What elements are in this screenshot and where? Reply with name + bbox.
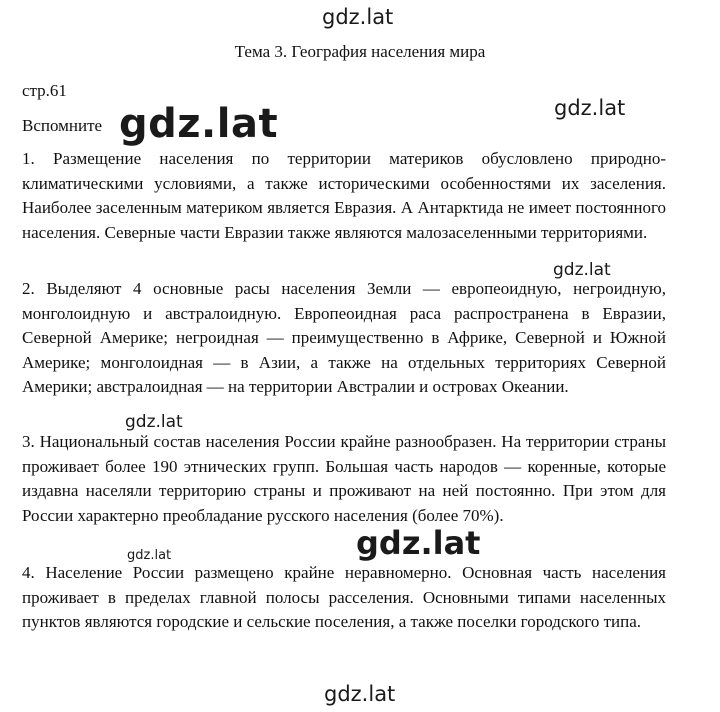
page-reference: стр.61 <box>22 81 67 100</box>
watermark-middle: gdz.lat <box>553 260 611 280</box>
paragraph-4: 4. Население России размещено крайне неравномерно. Основная часть населения проживает в пределах главной полосы расселения. Основными типами населенных пунктов являются городские и сельские поселения, а также поселки городского типа. <box>22 563 666 631</box>
watermark-large-upper: gdz.lat <box>119 101 279 147</box>
paragraph-1: 1. Размещение населения по территории материков обусловлено природно-климатическими условиями, а также историческими особенностями их заселения. Наиболее заселенным материком является Евразия. А Антарктида не имеет постоянного населения. Северные части Евразии также являются малозаселенными территориями. <box>22 149 666 242</box>
watermark-small-lower: gdz.lat <box>127 548 172 563</box>
watermark-bottom: gdz.lat <box>324 682 396 706</box>
paragraph-2: 2. Выделяют 4 основные расы населения Земли — европеоидную, негроидную, монголоидную и австралоидную. Европеоидная раса распространена в Евразии, Северной Америке; негроидная — преимущественно в Африке, Северной и Южной Америке; монголоидная — в Азии, а также на отдельных территориях Северной Америки; австралоидная — на территории Австралии и островах Океании. <box>22 279 666 396</box>
watermark-left-middle: gdz.lat <box>125 412 183 432</box>
page-title: Тема 3. География населения мира <box>234 42 486 61</box>
watermark-top: gdz.lat <box>322 5 394 29</box>
watermark-right-upper: gdz.lat <box>554 96 626 120</box>
section-heading: Вспомните <box>22 116 103 135</box>
paragraph-3: 3. Национальный состав населения России крайне разнообразен. На территории страны проживает более 190 этнических групп. Большая часть народов — коренные, которые издавна населяли территорию страны и проживают на ней постоянно. При этом для России характерно преобладание русского населения (более 70%). <box>22 432 666 525</box>
watermark-large-lower: gdz.lat <box>356 524 481 562</box>
